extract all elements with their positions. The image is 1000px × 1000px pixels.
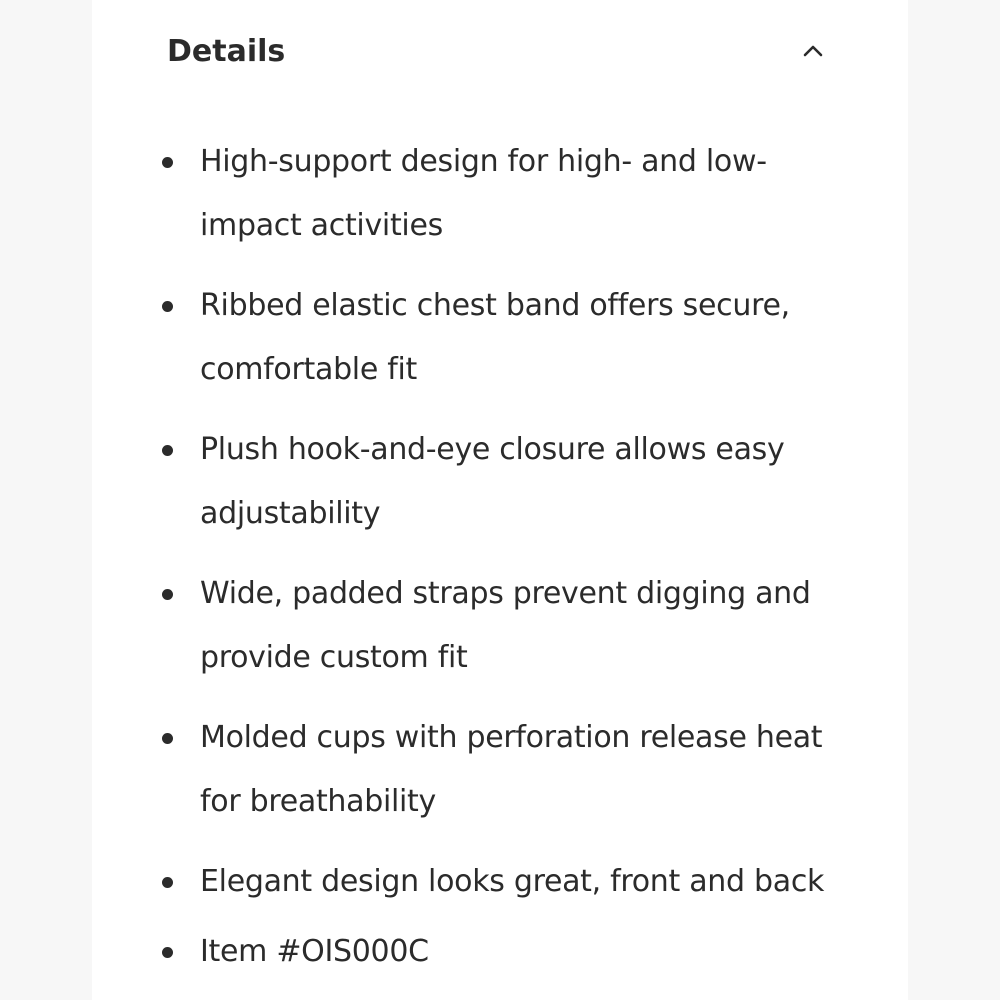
list-item	[160, 274, 860, 402]
list-item	[160, 706, 860, 834]
details-list	[160, 130, 860, 984]
list-item	[160, 418, 860, 546]
list-item	[160, 562, 860, 690]
list-item-text: Item #OIS000C	[200, 934, 429, 969]
list-item-text: Ribbed elastic chest band offers secure, comfortable fit	[200, 288, 790, 387]
bullet	[162, 445, 173, 456]
list-item-text: Wide, padded straps prevent digging and provide custom fit	[200, 576, 811, 675]
bullet	[162, 877, 173, 888]
list-item	[160, 130, 860, 258]
bullet	[162, 733, 173, 744]
details-accordion-header[interactable]	[167, 28, 837, 74]
bullet	[162, 301, 173, 312]
details-title: Details	[167, 33, 286, 69]
list-item-text: Plush hook-and-eye closure allows easy adjustability	[200, 432, 785, 531]
list-item	[160, 920, 860, 984]
chevron-up-icon[interactable]	[801, 39, 825, 63]
bullet	[162, 589, 173, 600]
list-item-text: Molded cups with perforation release heat for breathability	[200, 720, 823, 819]
bullet	[162, 157, 173, 168]
list-item-text: High-support design for high- and low-impact activities	[200, 144, 767, 243]
list-item	[160, 850, 860, 914]
list-item-text: Elegant design looks great, front and back	[200, 864, 825, 899]
bullet	[162, 947, 173, 958]
